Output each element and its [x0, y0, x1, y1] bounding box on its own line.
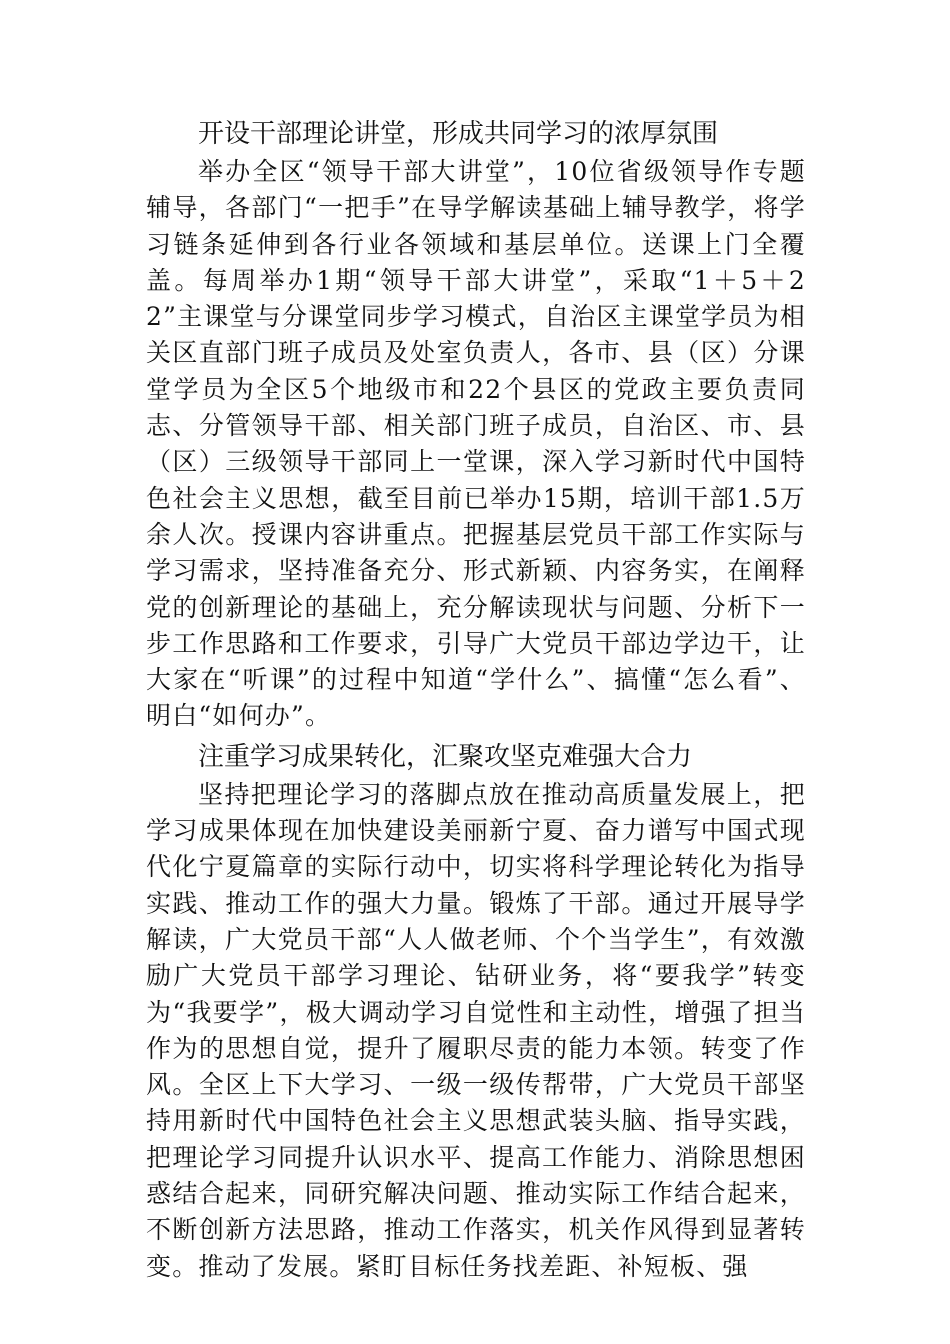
section-heading-lecture-hall: 开设干部理论讲堂，形成共同学习的浓厚氛围 [198, 119, 719, 149]
section-heading-results-transformation: 注重学习成果转化，汇聚攻坚克难强大合力 [198, 741, 693, 772]
section-body-results-transformation: 坚持把理论学习的落脚点放在推动高质量发展上，把学习成果体现在加快建设美丽新宁夏、奋力谱写中国式现代化宁夏篇章的实际行动中，切实将科学理论转化为指导实践、推动工作的强大力量。锻炼了干部。通过开展导学解读，广大党员干部“人人做老师、个个当学生”，有效激励广大党员干部学习理论、钻研业务，将“要我学”转变为“我要学”，极大调动学习自觉性和主动性，增强了担当作为的思想自觉，提升了履职尽责的能力本领。转变了作风。全区上下大学习、一级一级传帮带，广大党员干部坚持用新时代中国特色社会主义思想武装头脑、指导实践，把理论学习同提升认识水平、提高工作能力、消除思想困惑结合起来，同研究解决问题、推动实际工作结合起来，不断创新方法思路，推动工作落实，机关作风得到显著转变。推动了发展。紧盯目标任务找差距、补短板、强 [146, 779, 806, 1281]
section-body-lecture-hall: 举办全区“领导干部大讲堂”，10位省级领导作专题辅导，各部门“一把手”在导学解读基础上辅导教学，将学习链条延伸到各行业各领域和基层单位。送课上门全覆盖。每周举办1期“领导干部大讲堂”，采取“1＋5＋22”主课堂与分课堂同步学习模式，自治区主课堂学员为相关区直部门班子成员及处室负责人，各市、县（区）分课堂学员为全区5个地级市和22个县区的党政主要负责同志、分管领导干部、相关部门班子成员，自治区、市、县（区）三级领导干部同上一堂课，深入学习新时代中国特色社会主义思想，截至目前已举办15期，培训干部1.5万余人次。授课内容讲重点。把握基层党员干部工作实际与学习需求，坚持准备充分、形式新颖、内容务实，在阐释党的创新理论的基础上，充分解读现状与问题、分析下一步工作思路和工作要求，引导广大党员干部边学边干，让大家在“听课”的过程中知道“学什么”、搞懂“怎么看”、明白“如何办”。 [146, 157, 806, 731]
document-page [146, 114, 806, 1285]
